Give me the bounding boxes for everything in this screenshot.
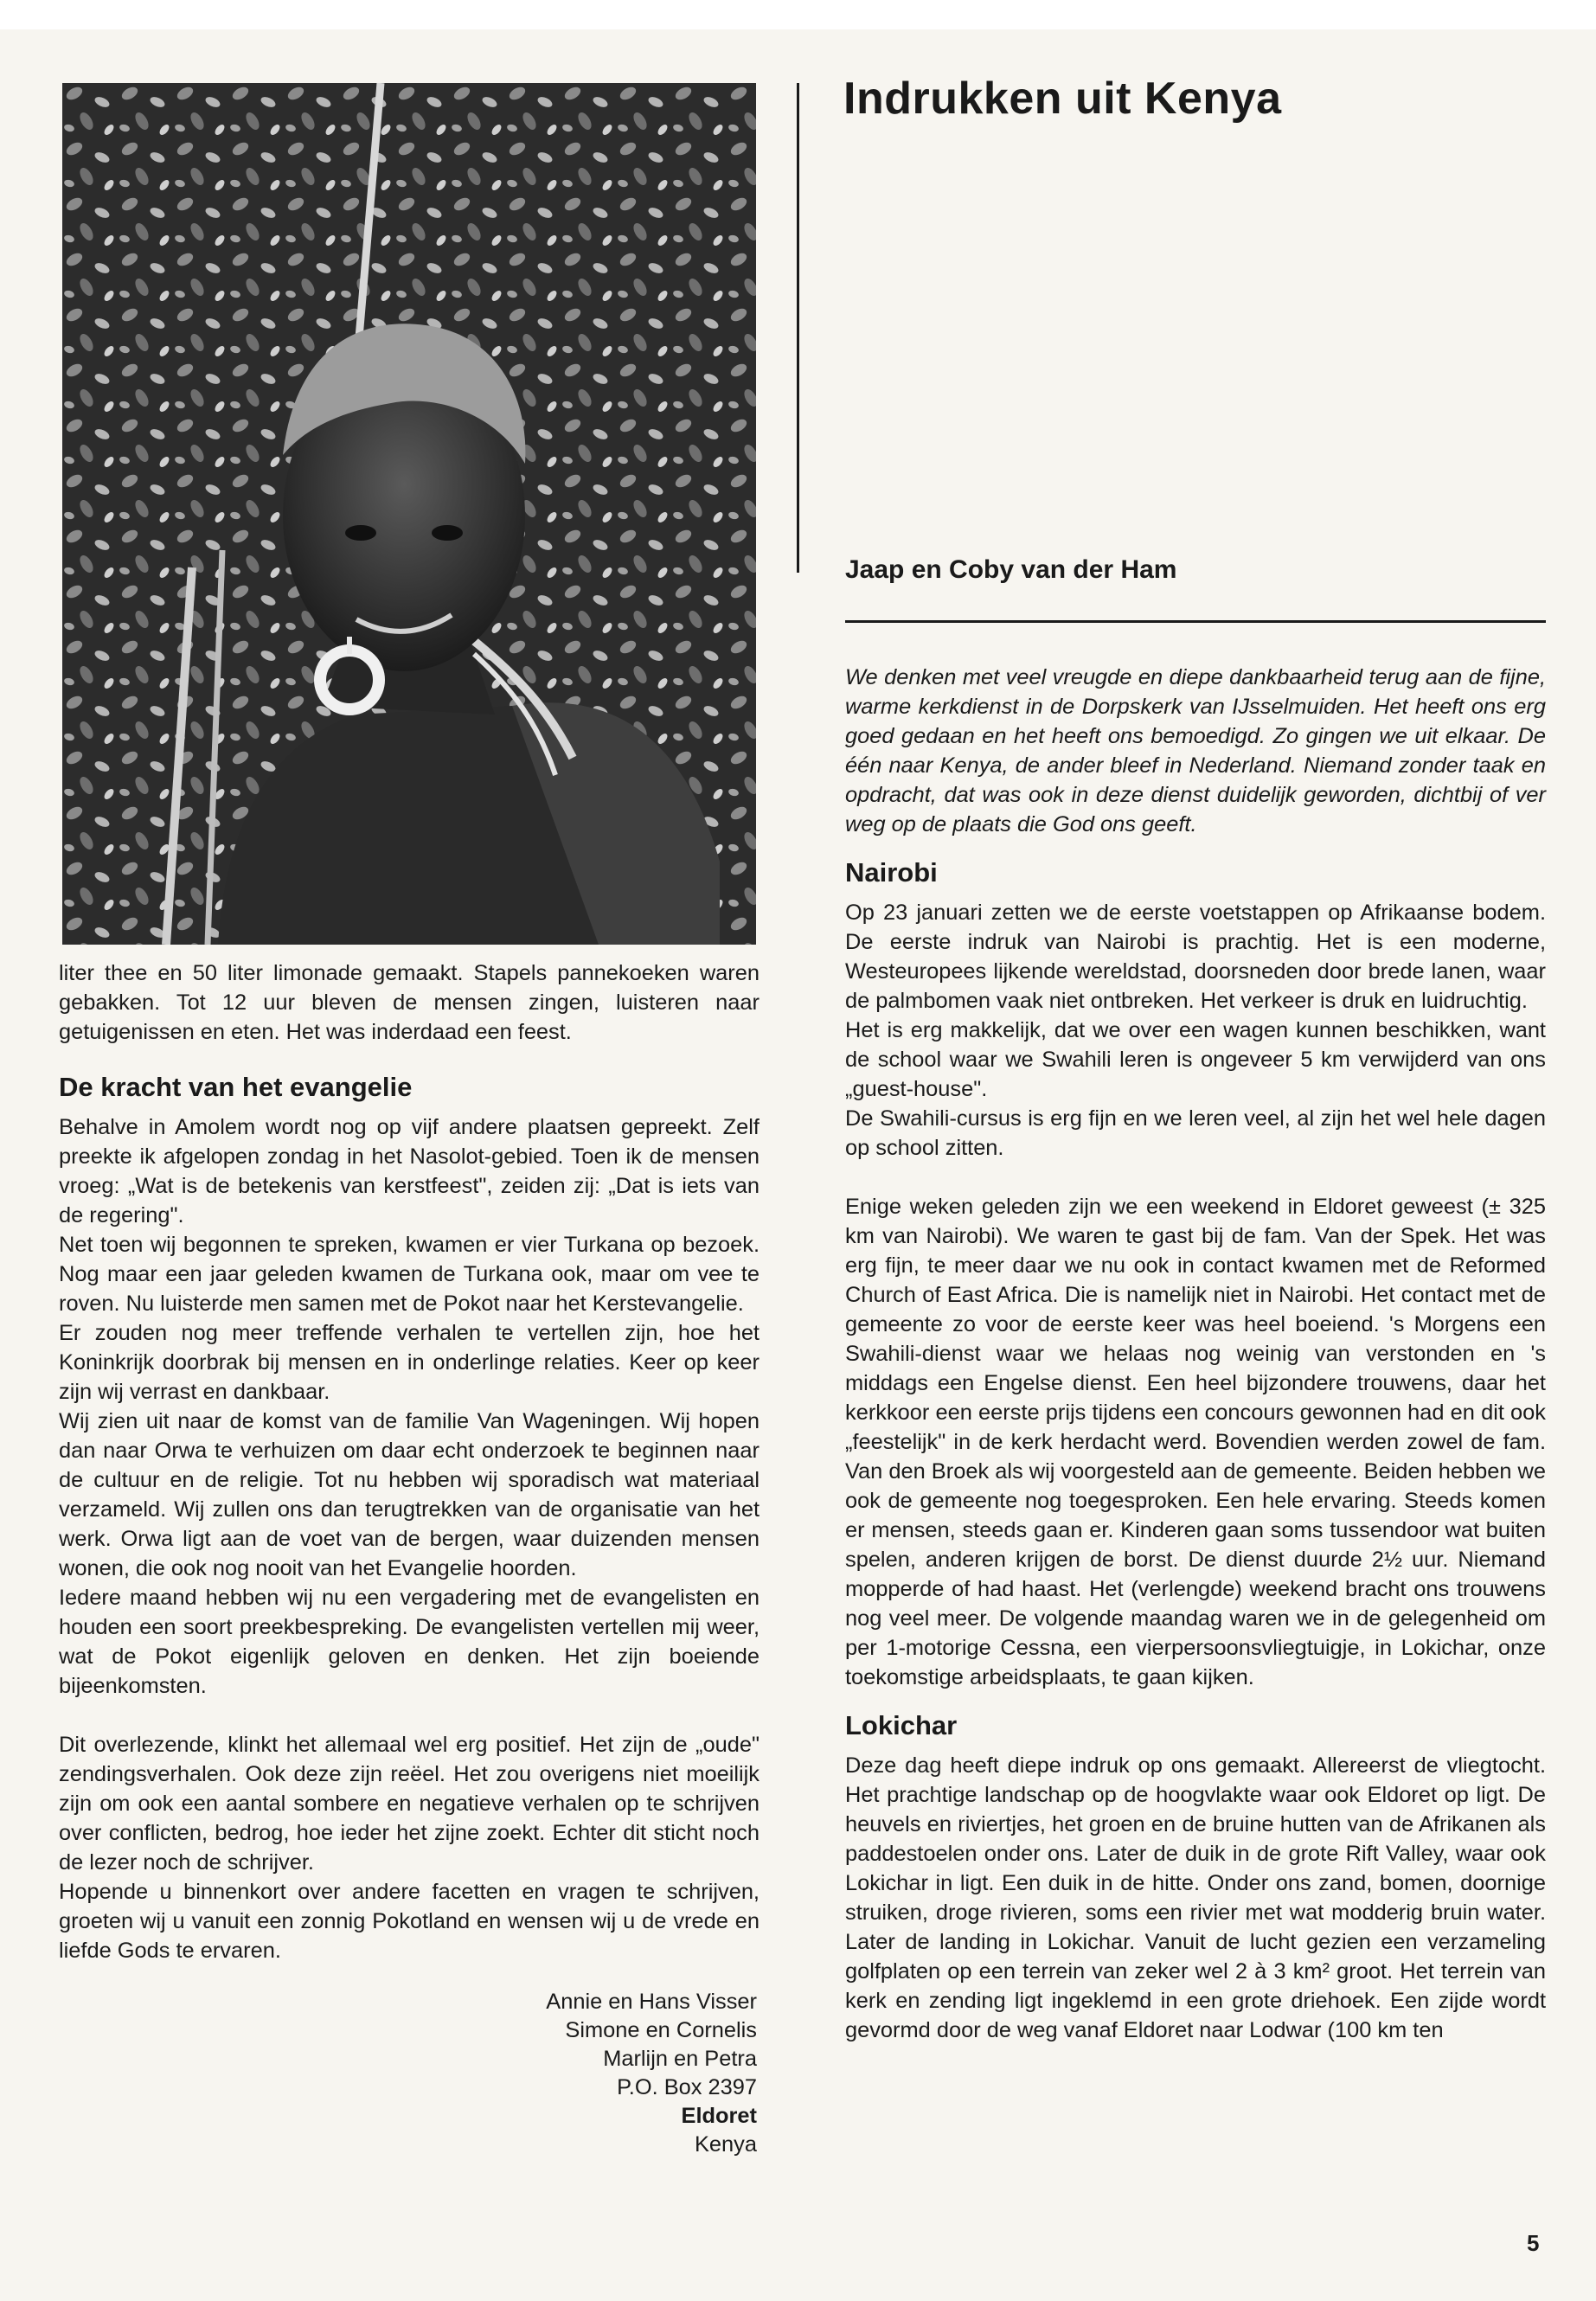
intro-paragraph: We denken met veel vreugde en diepe dankbaarheid terug aan de fijne, warme kerkdienst in de Dorpskerk van IJsselmuiden. Het heeft ons erg goed gedaan en het heeft ons bemoedigd. Zo gingen we uit elkaar. De één naar Kenya, de ander bleef in Nederland. Niemand zonder taak en opdracht, dat was ook in deze dienst duidelijk geworden, dichtbij of ver weg op de plaats die God ons geeft. — [845, 665, 1546, 836]
paragraph: Behalve in Amolem wordt nog op vijf andere plaatsen gepreekt. Zelf preekte ik afgelopen zondag in het Nasolot-gebied. Toen ik de mensen vroeg: „Wat is de betekenis van kerstfeest", zeiden zij: „Dat is iets van de regering". — [59, 1115, 760, 1227]
photo-pokot-man — [62, 83, 756, 945]
page-number: 5 — [1527, 2230, 1540, 2256]
horizontal-rule — [845, 620, 1546, 623]
paragraph: Enige weken geleden zijn we een weekend in Eldoret geweest (± 325 km van Nairobi). We waren te gast bij de fam. Van der Spek. Het was erg fijn, te meer daar we nu ook in contact kwamen met de Reformed Church of East Africa. Die is namelijk niet in Nairobi. Het contact met de gemeente zo voor de eerste keer was heel boeiend. 's Morgens een Swahili-dienst waar we helaas nog weinig van verstonden en 's middags een Engelse dienst. Een heel bijzondere trouwens, daar het kerkkoor een eerste prijs tijdens een concours gewonnen had en dit ook „feestelijk" in de kerk herdacht werd. Bovendien werden zowel de fam. Van den Broek als wij voorgesteld aan de gemeente. Beiden hebben we ook de gemeente nog toegesproken. Een hele ervaring. Steeds komen er mensen, steeds gaan er. Kinderen gaan soms tussendoor wat buiten spelen, anderen krijgen de borst. De dienst duurde 2½ uur. Niemand mopperde of had haast. Het (verlengde) weekend bracht ons trouwens nog veel meer. De volgende maandag waren we in de gelegenheid om per 1-motorige Cessna, een vierpersoonsvliegtuigje, in Lokichar, onze toekomstige arbeidsplaats, te gaan kijken. — [845, 1195, 1546, 1689]
signature-line: P.O. Box 2397 — [617, 2075, 757, 2099]
paragraph: Wij zien uit naar de komst van de familie Van Wageningen. Wij hopen dan naar Orwa te verhuizen om daar echt onderzoek te beginnen naar de cultuur en de religie. Tot nu hebben wij sporadisch wat materiaal verzameld. Wij zullen ons dan terugtrekken van de organisatie van het werk. Orwa ligt aan de voet van de bergen, waar duizenden mensen wonen, die ook nog nooit van het Evangelie hoorden. — [59, 1409, 760, 1580]
signature-block — [59, 1988, 760, 2159]
paragraph: Iedere maand hebben wij nu een vergadering met de evangelisten en houden een soort preekbespreking. De evangelisten vertellen mij weer, wat de Pokot eigenlijk geloven en denken. Het zijn boeiende bijeenkomsten. — [59, 1586, 760, 1698]
signature-city: Eldoret — [681, 2104, 757, 2128]
paragraph: Net toen wij begonnen te spreken, kwamen er vier Turkana op bezoek. Nog maar een jaar geleden kwamen de Turkana ook, maar om vee te roven. Nu luisterde men samen met de Pokot naar het Kerstevangelie. — [59, 1233, 760, 1316]
signature-country: Kenya — [695, 2132, 757, 2157]
article-title: Indrukken uit Kenya — [843, 74, 1282, 124]
left-column — [59, 958, 760, 2159]
paragraph: Op 23 januari zetten we de eerste voetstappen op Afrikaanse bodem. De eerste indruk van Nairobi is prachtig. Het is een moderne, Westeuropees lijkende wereldstad, doorsneden door brede lanen, waar de palmbomen vaak niet ontbreken. Het verkeer is druk en luidruchtig. — [845, 901, 1546, 1013]
paragraph: De Swahili-cursus is erg fijn en we leren veel, al zijn het wel hele dagen op school zitten. — [845, 1106, 1546, 1160]
section-heading-nairobi: Nairobi — [845, 857, 938, 888]
section-heading-kracht: De kracht van het evangelie — [59, 1072, 413, 1102]
page-top-strip — [0, 0, 1596, 29]
signature-line: Simone en Cornelis — [565, 2018, 757, 2042]
paragraph: Er zouden nog meer treffende verhalen te vertellen zijn, hoe het Koninkrijk doorbrak bij mensen en in onderlinge relaties. Keer op keer zijn wij verrast en dankbaar. — [59, 1321, 760, 1404]
right-column — [845, 663, 1546, 2045]
paragraph: Dit overlezende, klinkt het allemaal wel erg positief. Het zijn de „oude" zendingsverhalen. Ook deze zijn reëel. Het zou overigens niet moeilijk zijn om ook een aantal sombere en negatieve verhalen op te schrijven over conflicten, bedrog, hoe ieder het zijne zoekt. Echter dit sticht noch de lezer noch de schrijver. — [59, 1733, 760, 1875]
paragraph: Het is erg makkelijk, dat we over een wagen kunnen beschikken, want de school waar we Swahili leren is ongeveer 5 km verwijderd van ons „guest-house". — [845, 1018, 1546, 1101]
article-authors: Jaap en Coby van der Ham — [845, 555, 1177, 584]
section-heading-lokichar: Lokichar — [845, 1710, 958, 1740]
signature-line: Annie en Hans Visser — [546, 1990, 757, 2014]
paragraph: Hopende u binnenkort over andere facetten en vragen te schrijven, groeten wij u vanuit een zonnig Pokotland en wensen wij u de vrede en liefde Gods te ervaren. — [59, 1880, 760, 1963]
signature-line: Marlijn en Petra — [603, 2047, 757, 2071]
vertical-divider — [797, 83, 799, 573]
paragraph: Deze dag heeft diepe indruk op ons gemaakt. Allereerst de vliegtocht. Het prachtige landschap op de hoogvlakte waar ook Eldoret op ligt. De heuvels en riviertjes, het groen en de bruine hutten van de Afrikanen als paddestoelen onder ons. Later de duik in de grote Rift Valley, waar ook Lokichar in ligt. Een duik in de hitte. Onder ons zand, bomen, doornige struiken, droge rivieren, soms een rivier met wat modderig bruin water. Later de landing in Lokichar. Vanuit de lucht gezien een verzameling golfplaten op een terrein van zeker wel 2 à 3 km² groot. Het terrein van kerk en zending ligt ingeklemd in een grote driehoek. Een zijde wordt gevormd door de weg vanaf Eldoret naar Lodwar (100 km ten — [845, 1753, 1546, 2042]
paragraph: liter thee en 50 liter limonade gemaakt. Stapels pannekoeken waren gebakken. Tot 12 uur bleven de mensen zingen, luisteren naar getuigenissen en eten. Het was inderdaad een feest. — [59, 961, 760, 1044]
